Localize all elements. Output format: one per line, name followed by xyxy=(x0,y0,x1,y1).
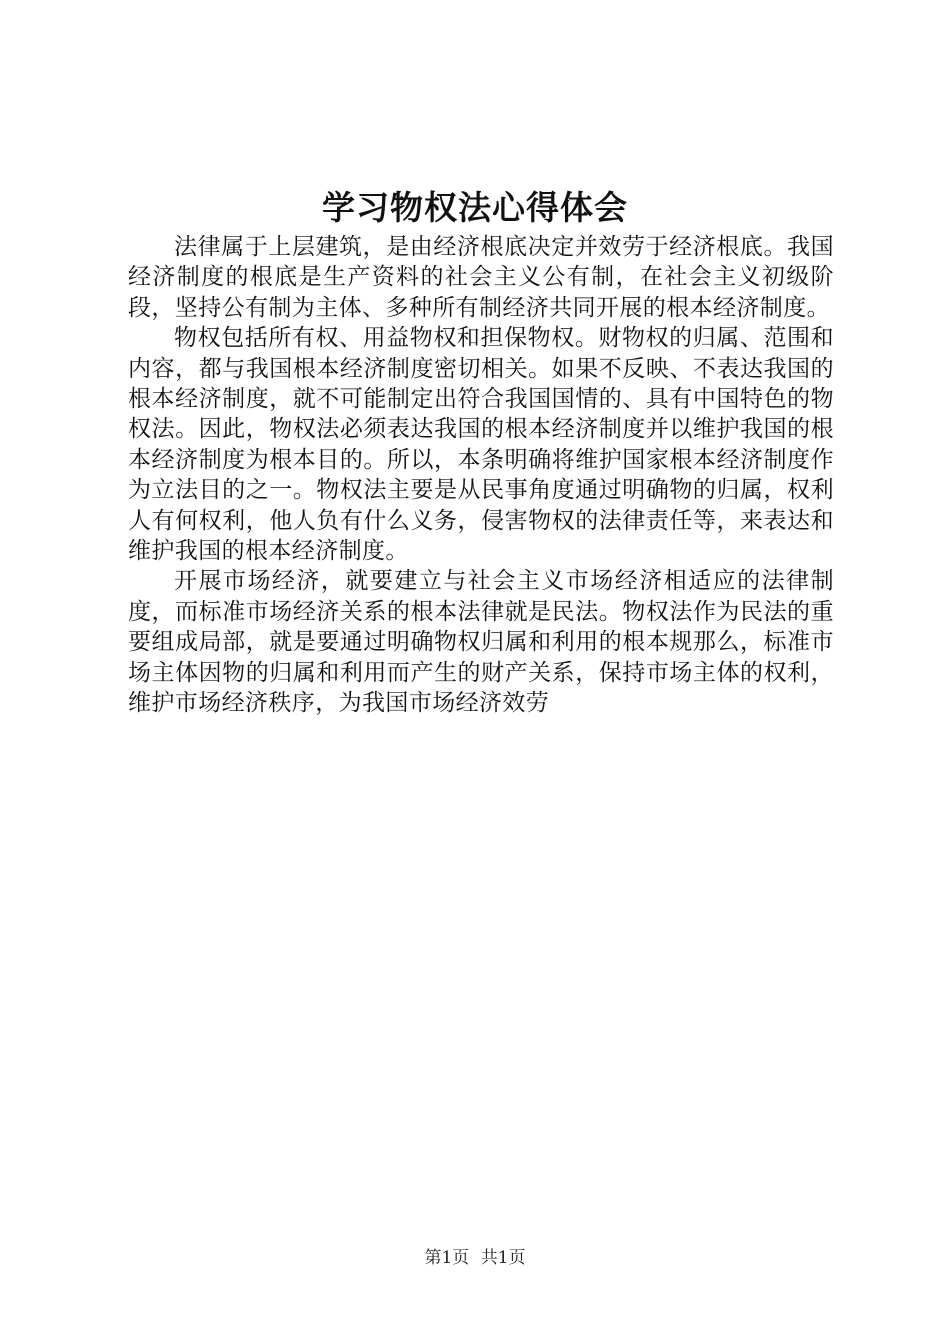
paragraph-3: 开展市场经济，就要建立与社会主义市场经济相适应的法律制度，而标准市场经济关系的根本法律就是民法。物权法作为民法的重要组成局部，就是要通过明确物权归属和利用的根本规那么，标准市场主体因物的归属和利用而产生的财产关系，保持市场主体的权利，维护市场经济秩序，为我国市场经济效劳 xyxy=(128,568,834,717)
paragraph-2: 物权包括所有权、用益物权和担保物权。财物权的归属、范围和内容，都与我国根本经济制度密切相关。如果不反映、不表达我国的根本经济制度，就不可能制定出符合我国国情的、具有中国特色的物权法。因此，物权法必须表达我国的根本经济制度并以维护我国的根本经济制度为根本目的。所以，本条明确将维护国家根本经济制度作为立法目的之一。物权法主要是从民事角度通过明确物的归属，权利人有何权利，他人负有什么义务，侵害物权的法律责任等，来表达和维护我国的根本经济制度。 xyxy=(128,325,834,565)
document-title: 学习物权法心得体会 xyxy=(322,188,628,227)
document-body xyxy=(128,232,834,719)
paragraph-1: 法律属于上层建筑，是由经济根底决定并效劳于经济根底。我国经济制度的根底是生产资料的社会主义公有制，在社会主义初级阶段，坚持公有制为主体、多种所有制经济共同开展的根本经济制度。 xyxy=(128,234,834,321)
page-number: 第1页 xyxy=(424,1248,470,1268)
page-footer xyxy=(0,1243,950,1268)
page-total: 共1页 xyxy=(480,1248,526,1268)
